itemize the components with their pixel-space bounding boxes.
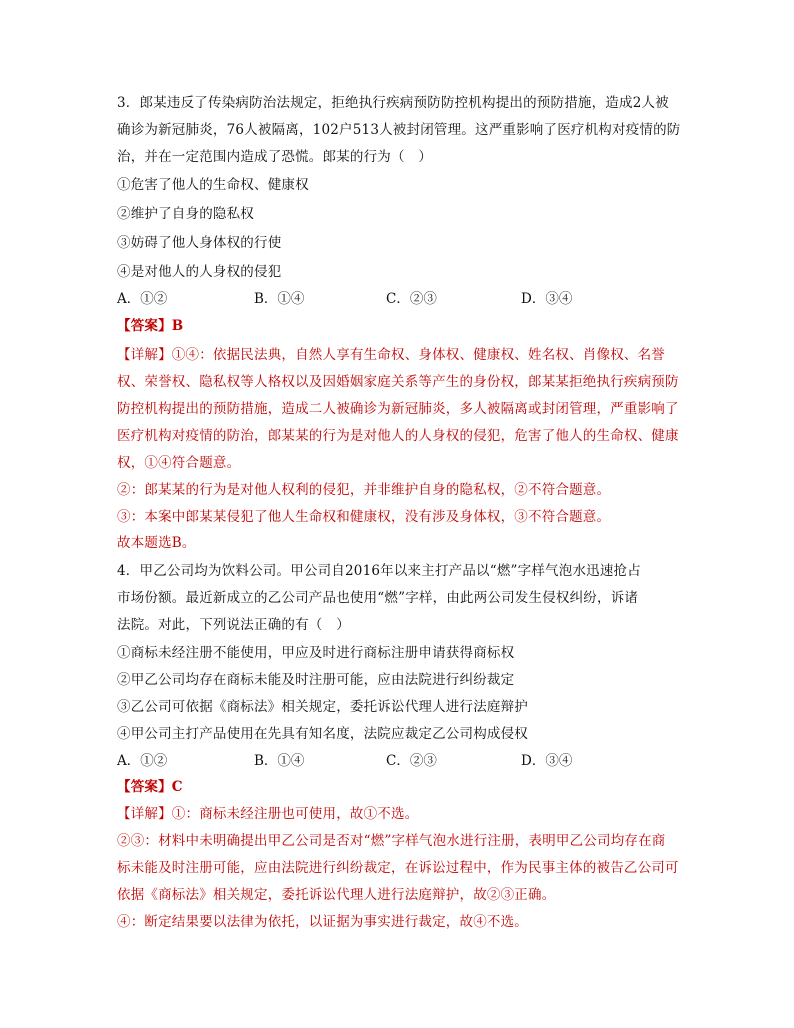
q4-stem-line-1: 4．甲乙公司均为饮料公司。甲公司自2016年以来主打产品以“燃”字样气泡水迅速抢占: [117, 563, 641, 579]
q4-detail-line-2: ②③：材料中未明确提出甲乙公司是否对“燃”字样气泡水进行注册，表明甲乙公司均存在商: [117, 833, 666, 849]
q3-item-1: ①危害了他人的生命权、健康权: [117, 177, 309, 193]
q4-item-3: ③乙公司可依据《商标法》相关规定，委托诉讼代理人进行法庭辩护: [117, 699, 528, 715]
q3-detail-line-4: 医疗机构对疫情的防治，郎某某的行为是对他人的人身权的侵犯，危害了他人的生命权、健康: [117, 428, 679, 444]
q4-option-b: B．①④: [254, 753, 305, 769]
q3-answer: 【答案】B: [117, 318, 184, 334]
q4-option-c: C．②③: [386, 753, 437, 769]
q4-item-2: ②甲乙公司均存在商标未能及时注册可能，应由法院进行纠纷裁定: [117, 672, 515, 688]
q3-option-d: D．③④: [521, 291, 573, 307]
q3-item-2: ②维护了自身的隐私权: [117, 206, 254, 222]
q4-option-a: A．①②: [117, 753, 168, 769]
q4-answer: 【答案】C: [117, 779, 183, 795]
q3-detail-line-5: 权，①④符合题意。: [117, 455, 241, 471]
q3-detail-line-2: 权、荣誉权、隐私权等人格权以及因婚姻家庭关系等产生的身份权，郎某某拒绝执行疾病预防: [117, 374, 679, 390]
q4-option-d: D．③④: [521, 753, 573, 769]
q3-stem-line-1: 3．郎某违反了传染病防治法规定，拒绝执行疾病预防防控机构提出的预防措施，造成2人被: [117, 95, 669, 111]
q3-stem-line-2: 确诊为新冠肺炎，76人被隔离，102户513人被封闭管理。这严重影响了医疗机构对疫情的防: [117, 122, 681, 138]
q3-option-c: C．②③: [386, 291, 437, 307]
q4-detail-line-5: ④：断定结果要以法律为依托，以证据为事实进行裁定，故④不选。: [117, 914, 528, 930]
q3-stem-line-3: 治，并在一定范围内造成了恐慌。郎某的行为（ ）: [117, 149, 433, 165]
q3-detail-line-6: ②：郎某某的行为是对他人权利的侵犯，并非维护自身的隐私权，②不符合题意。: [117, 482, 611, 498]
q3-detail-line-3: 防控机构提出的预防措施，造成二人被确诊为新冠肺炎，多人被隔离或封闭管理，严重影响了: [117, 401, 679, 417]
q4-stem-line-2: 市场份额。最近新成立的乙公司产品也使用“燃”字样，由此两公司发生侵权纠纷，诉诸: [117, 590, 639, 606]
q3-detail-line-1: 【详解】①④：依据民法典，自然人享有生命权、身体权、健康权、姓名权、肖像权、名誉: [117, 347, 665, 363]
q3-option-b: B．①④: [254, 291, 305, 307]
q4-detail-line-1: 【详解】①：商标未经注册也可使用，故①不选。: [117, 806, 419, 822]
q3-option-a: A．①②: [117, 291, 168, 307]
q4-detail-line-3: 标未能及时注册可能，应由法院进行纠纷裁定，在诉讼过程中，作为民事主体的被告乙公司可: [117, 860, 679, 876]
q3-item-4: ④是对他人的人身权的侵犯: [117, 264, 282, 280]
q4-stem-line-3: 法院。对此，下列说法正确的有（ ）: [117, 617, 350, 633]
q3-item-3: ③妨碍了他人身体权的行使: [117, 235, 282, 251]
q4-item-4: ④甲公司主打产品使用在先具有知名度，法院应裁定乙公司构成侵权: [117, 726, 528, 742]
q3-detail-line-7: ③：本案中郎某某侵犯了他人生命权和健康权，没有涉及身体权，③不符合题意。: [117, 509, 611, 525]
q4-item-1: ①商标未经注册不能使用，甲应及时进行商标注册申请获得商标权: [117, 645, 515, 661]
q3-conclusion: 故本题选B。: [117, 535, 196, 551]
q4-detail-line-4: 依据《商标法》相关规定，委托诉讼代理人进行法庭辩护，故②③正确。: [117, 887, 556, 903]
